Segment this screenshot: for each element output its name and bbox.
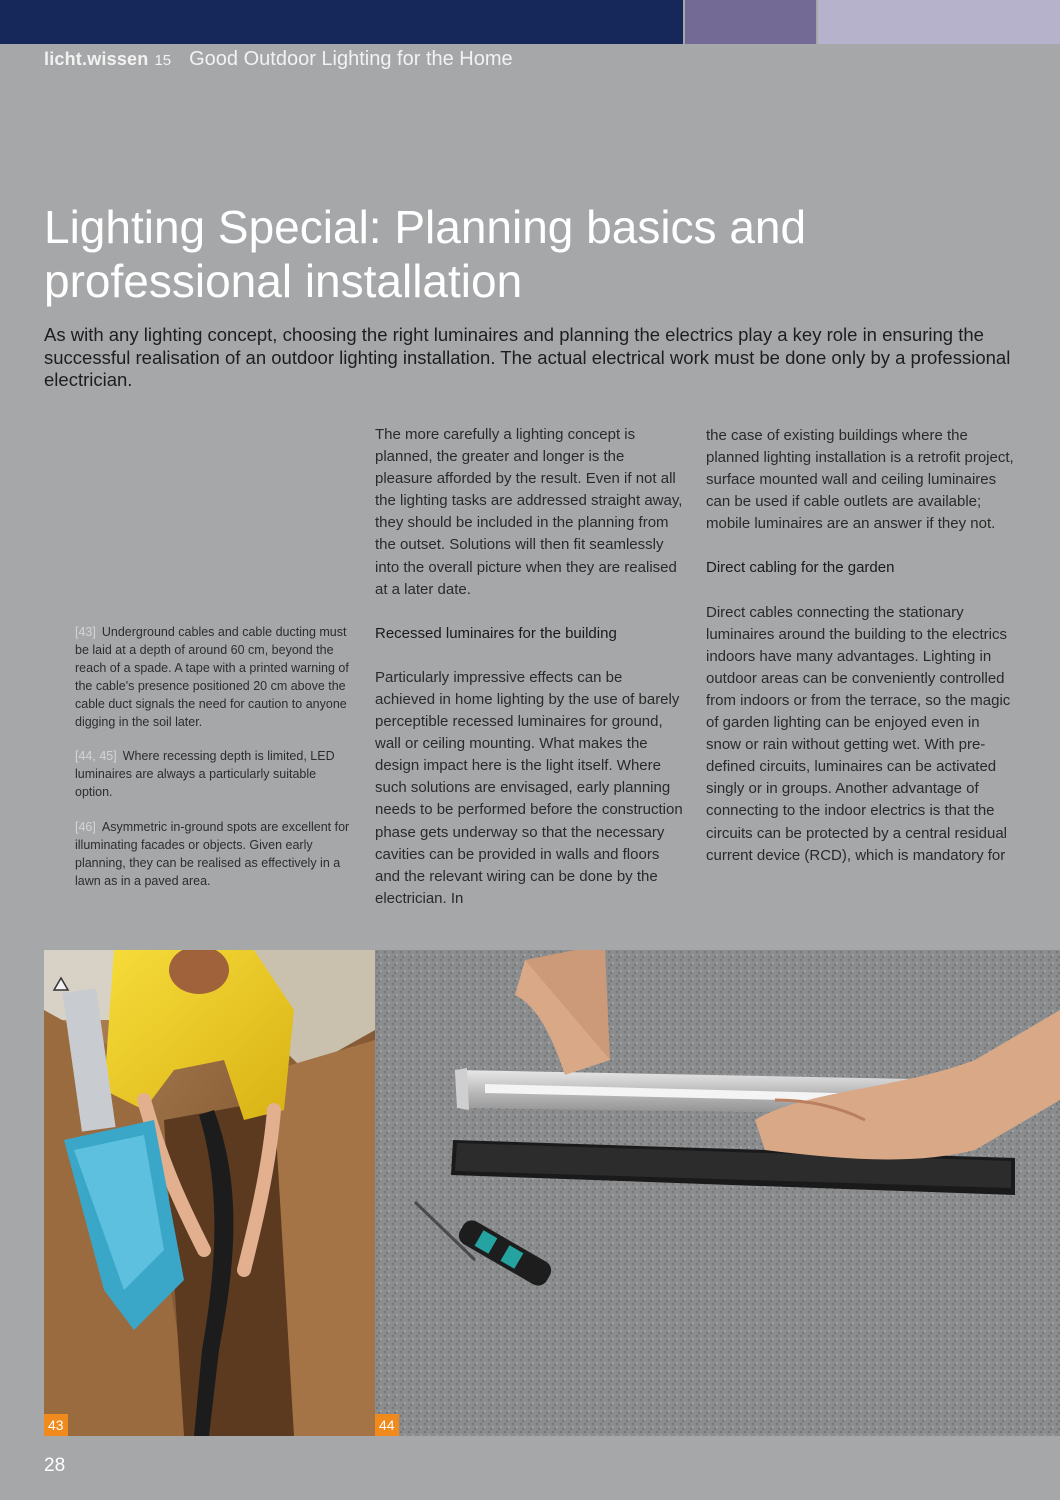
page-number: 28: [44, 1455, 66, 1476]
col3-paragraph-2: Direct cables connecting the stationary luminaires around the building to the electrics indoors have many advantages. Lighting in outdoor areas can be conveniently controlled from indoors or from the terrace, so the magic of garden lighting can be enjoyed even in snow or rain without getting wet. With pre-defined circuits, luminaires can be activated singly or in groups. Another advantage of connecting to the indoor electrics is that the circuits can be protected by a central residual current device (RCD), which is mandatory for: [706, 603, 1011, 864]
top-bar-navy: [0, 0, 683, 44]
running-title: Good Outdoor Lighting for the Home: [189, 48, 513, 70]
intro-paragraph: As with any lighting concept, choosing the right luminaires and planning the electrics play a key role in ensuring the successful realisation of an outdoor lighting installation. The actual electrical work must be done only by a professional electrician.: [44, 324, 1011, 390]
caption-number: [46]: [75, 820, 96, 835]
col2-subheading: Recessed luminaires for the building: [375, 624, 617, 642]
top-bar-purple: [685, 0, 816, 44]
trench-cable-photo-icon: [44, 950, 375, 1436]
caption: [75, 624, 350, 731]
top-bar-lilac: [818, 0, 1060, 44]
recessed-luminaire-photo-icon: [375, 950, 1060, 1436]
col2-paragraph-2: Particularly impressive effects can be achieved in home lighting by the use of barely perceptible recessed luminaires for ground, wall or ceiling mounting. What makes the design impact here is the light itself. Where such solutions are envisaged, early planning needs to be performed before the construction phase gets underway so that the necessary cavities can be provided in walls and floors and the relevant wiring can be done by the electrician. In: [375, 668, 683, 907]
photo-tag-44: 44: [375, 1414, 399, 1436]
caption: [75, 748, 350, 802]
captions: [75, 624, 350, 908]
caption-text: Underground cables and cable ducting must be laid at a depth of around 60 cm, beyond the reach of a spade. A tape with a printed warning of the cable's presence positioned 20 cm above the cable duct signals the need for caution to anyone digging in the soil later.: [75, 625, 349, 729]
photo-trench: [44, 950, 375, 1436]
caption-number: [44, 45]: [75, 749, 117, 764]
photo-luminaire: [375, 950, 1060, 1436]
col3-subheading: Direct cabling for the garden: [706, 559, 895, 577]
running-header: [44, 48, 513, 71]
caption-number: [43]: [75, 625, 96, 639]
brand-name: licht.wissen: [44, 49, 149, 69]
photo-tag-43: 43: [44, 1414, 68, 1436]
issue-number: 15: [154, 52, 172, 69]
caption: [75, 819, 350, 891]
col2-paragraph-1: The more carefully a lighting concept is planned, the greater and longer is the pleasure afforded by the result. Even if not all the lighting tasks are addressed straight away, they should be included in the planning from the outset. Solutions will then fit seamlessly into the overall picture when they are realised at a later date.: [375, 426, 683, 598]
page-title: Lighting Special: Planning basics and professional installation: [44, 201, 807, 307]
col3-paragraph-1: the case of existing buildings where the planned lighting installation is a retrofit project, surface mounted wall and ceiling luminaires can be used if cable outlets are available; mobile luminaires are an answer if they not.: [706, 427, 1014, 533]
text-column-3: [706, 425, 1016, 867]
top-color-bar: [0, 0, 1060, 44]
caption-text: Asymmetric in-ground spots are excellent for illuminating facades or objects. Given early planning, they can be realised as effectively in a lawn as in a paved area.: [75, 820, 350, 888]
caption-text: Where recessing depth is limited, LED luminaires are always a particularly suitable option.: [75, 749, 335, 800]
text-column-2: [375, 424, 685, 910]
